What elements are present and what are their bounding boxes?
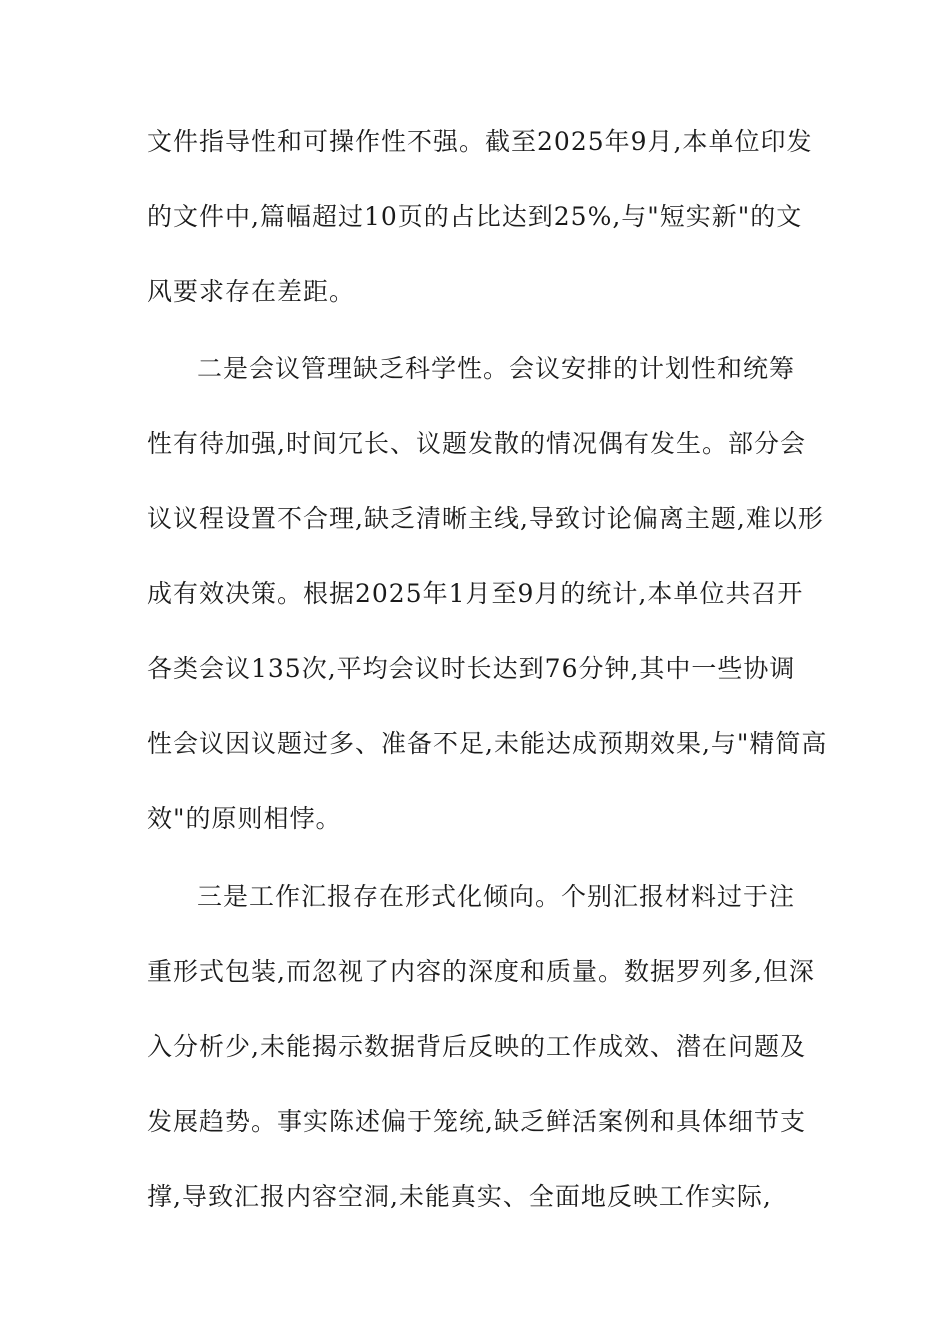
body-text-line: 重形式包装,而忽视了内容的深度和质量。数据罗列多,但深 <box>147 957 815 986</box>
body-text-line: 成有效决策。根据2025年1月至9月的统计,本单位共召开 <box>147 579 804 608</box>
body-text-line: 入分析少,未能揭示数据背后反映的工作成效、潜在问题及 <box>147 1032 806 1061</box>
body-text-line: 风要求存在差距。 <box>147 277 356 306</box>
body-text-line: 效"的原则相悖。 <box>147 804 342 833</box>
body-text-line: 发展趋势。事实陈述偏于笼统,缺乏鲜活案例和具体细节支 <box>147 1107 806 1136</box>
body-text-line: 各类会议135次,平均会议时长达到76分钟,其中一些协调 <box>147 654 796 683</box>
body-text-line: 文件指导性和可操作性不强。截至2025年9月,本单位印发 <box>147 127 813 156</box>
paragraph-start-line: 三是工作汇报存在形式化倾向。个别汇报材料过于注 <box>197 882 796 911</box>
body-text-line: 撑,导致汇报内容空洞,未能真实、全面地反映工作实际, <box>147 1182 772 1211</box>
body-text-line: 的文件中,篇幅超过10页的占比达到25%,与"短实新"的文 <box>147 202 803 231</box>
body-text-line: 性会议因议题过多、准备不足,未能达成预期效果,与"精简高 <box>147 729 828 758</box>
body-text-line: 议议程设置不合理,缺乏清晰主线,导致讨论偏离主题,难以形 <box>147 504 824 533</box>
paragraph-start-line: 二是会议管理缺乏科学性。会议安排的计划性和统筹 <box>197 354 796 383</box>
body-text-line: 性有待加强,时间冗长、议题发散的情况偶有发生。部分会 <box>147 429 806 458</box>
